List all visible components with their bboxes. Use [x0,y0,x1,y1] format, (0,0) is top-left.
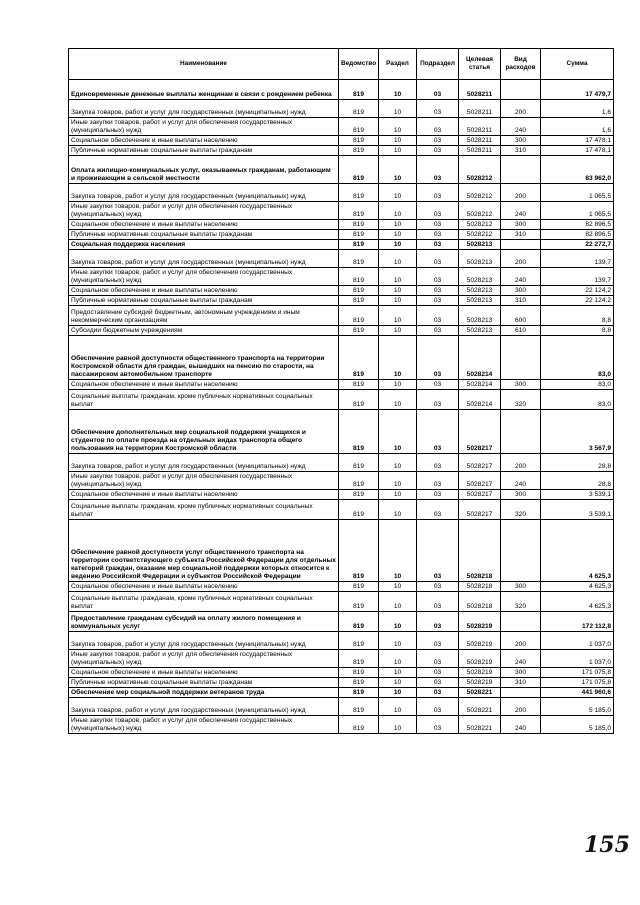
row-amount: 1,6 [541,100,614,118]
row-target-item: 5028213 [459,296,501,306]
row-section: 10 [379,520,417,582]
table-body [69,80,614,734]
row-name: Социальная поддержка населения [69,240,339,250]
row-expense-type [501,612,541,632]
row-expense-type: 240 [501,716,541,734]
row-amount: 8,8 [541,306,614,326]
row-department: 819 [339,472,379,490]
row-subsection: 03 [417,156,459,184]
row-subsection: 03 [417,268,459,286]
row-expense-type: 300 [501,490,541,500]
row-section: 10 [379,118,417,136]
row-name: Публичные нормативные социальные выплаты гражданам [69,230,339,240]
row-section: 10 [379,632,417,650]
row-department: 819 [339,306,379,326]
row-amount: 1 037,0 [541,632,614,650]
row-section: 10 [379,202,417,220]
row-target-item: 5028211 [459,136,501,146]
row-expense-type: 300 [501,668,541,678]
row-department: 819 [339,390,379,410]
row-amount: 8,8 [541,326,614,336]
table-row [69,592,614,612]
row-target-item: 5028221 [459,716,501,734]
row-department: 819 [339,500,379,520]
row-target-item: 5028217 [459,500,501,520]
row-section: 10 [379,390,417,410]
page-number: 155 [584,832,630,858]
row-subsection: 03 [417,184,459,202]
row-subsection: 03 [417,716,459,734]
row-section: 10 [379,678,417,688]
row-section: 10 [379,454,417,472]
row-name: Закупка товаров, работ и услуг для государственных (муниципальных) нужд [69,632,339,650]
row-name: Закупка товаров, работ и услуг для государственных (муниципальных) нужд [69,100,339,118]
row-expense-type [501,336,541,380]
row-subsection: 03 [417,80,459,100]
row-amount: 22 124,2 [541,296,614,306]
row-subsection: 03 [417,698,459,716]
row-target-item: 5028217 [459,472,501,490]
table-row [69,380,614,390]
row-section: 10 [379,688,417,698]
row-target-item: 5028213 [459,286,501,296]
row-name: Закупка товаров, работ и услуг для государственных (муниципальных) нужд [69,454,339,472]
row-amount: 83 962,0 [541,156,614,184]
row-name: Социальное обеспечение и иные выплаты населению [69,136,339,146]
row-amount: 83,0 [541,380,614,390]
row-amount: 1 065,5 [541,184,614,202]
table-row [69,632,614,650]
table-row [69,520,614,582]
row-target-item: 5028212 [459,202,501,220]
row-expense-type: 240 [501,118,541,136]
row-subsection: 03 [417,306,459,326]
header-subsection: Подраздел [417,49,459,80]
row-expense-type: 600 [501,306,541,326]
row-amount: 83,0 [541,390,614,410]
row-target-item: 5028213 [459,326,501,336]
row-name: Публичные нормативные социальные выплаты гражданам [69,678,339,688]
table-row [69,136,614,146]
row-expense-type: 200 [501,698,541,716]
row-section: 10 [379,410,417,454]
row-target-item: 5028214 [459,336,501,380]
row-target-item: 5028212 [459,230,501,240]
row-expense-type: 200 [501,184,541,202]
row-amount: 17 478,1 [541,136,614,146]
row-name: Иные закупки товаров, работ и услуг для обеспечения государственных (муниципальных) нужд [69,716,339,734]
header-target-item: Целевая статья [459,49,501,80]
table-row [69,668,614,678]
row-department: 819 [339,678,379,688]
row-subsection: 03 [417,592,459,612]
table-row [69,156,614,184]
row-target-item: 5028213 [459,306,501,326]
row-department: 819 [339,688,379,698]
row-name: Социальное обеспечение и иные выплаты населению [69,286,339,296]
table-row [69,678,614,688]
row-section: 10 [379,336,417,380]
row-target-item: 5028213 [459,240,501,250]
table-row [69,230,614,240]
row-amount: 4 625,3 [541,520,614,582]
table-row [69,220,614,230]
row-section: 10 [379,716,417,734]
table-row [69,472,614,490]
header-expense-type: Вид расходов [501,49,541,80]
row-expense-type: 610 [501,326,541,336]
table-row [69,490,614,500]
row-subsection: 03 [417,326,459,336]
row-section: 10 [379,136,417,146]
row-expense-type: 200 [501,632,541,650]
row-target-item: 5028211 [459,80,501,100]
row-amount: 22 272,7 [541,240,614,250]
row-name: Иные закупки товаров, работ и услуг для обеспечения государственных (муниципальных) нужд [69,202,339,220]
header-section: Раздел [379,49,417,80]
row-subsection: 03 [417,146,459,156]
row-department: 819 [339,240,379,250]
row-name: Социальное обеспечение и иные выплаты населению [69,220,339,230]
row-target-item: 5028218 [459,592,501,612]
row-name: Обеспечение дополнительных мер социальной поддержки учащихся и студентов по оплате проезда на отдельных видах транспорта общего пользования на территории Костромской области [69,410,339,454]
row-expense-type: 240 [501,650,541,668]
table-row [69,698,614,716]
budget-table [68,48,614,734]
row-target-item: 5028218 [459,520,501,582]
row-section: 10 [379,250,417,268]
row-target-item: 5028211 [459,118,501,136]
row-amount: 441 960,6 [541,688,614,698]
row-amount: 1,6 [541,118,614,136]
row-section: 10 [379,306,417,326]
row-department: 819 [339,716,379,734]
row-expense-type: 200 [501,250,541,268]
row-target-item: 5028218 [459,582,501,592]
row-section: 10 [379,650,417,668]
row-section: 10 [379,582,417,592]
row-section: 10 [379,184,417,202]
row-department: 819 [339,220,379,230]
row-expense-type: 320 [501,592,541,612]
row-subsection: 03 [417,100,459,118]
table-row [69,240,614,250]
table-row [69,250,614,268]
row-subsection: 03 [417,136,459,146]
row-target-item: 5028221 [459,698,501,716]
row-department: 819 [339,230,379,240]
row-department: 819 [339,698,379,716]
row-target-item: 5028217 [459,490,501,500]
row-amount: 82 896,5 [541,220,614,230]
row-expense-type: 310 [501,678,541,688]
table-row [69,296,614,306]
table-row [69,336,614,380]
row-section: 10 [379,296,417,306]
row-department: 819 [339,650,379,668]
row-target-item: 5028213 [459,250,501,268]
row-subsection: 03 [417,336,459,380]
row-department: 819 [339,336,379,380]
row-section: 10 [379,472,417,490]
row-expense-type: 240 [501,202,541,220]
row-section: 10 [379,592,417,612]
header-name: Наименование [69,49,339,80]
row-name: Социальное обеспечение и иные выплаты населению [69,380,339,390]
row-name: Субсидии бюджетным учреждениям [69,326,339,336]
row-subsection: 03 [417,454,459,472]
row-target-item: 5028219 [459,612,501,632]
row-target-item: 5028211 [459,146,501,156]
row-department: 819 [339,326,379,336]
row-section: 10 [379,230,417,240]
row-amount: 5 185,0 [541,698,614,716]
row-name: Социальное обеспечение и иные выплаты населению [69,668,339,678]
row-section: 10 [379,668,417,678]
row-amount: 83,0 [541,336,614,380]
table-row [69,306,614,326]
row-target-item: 5028219 [459,650,501,668]
row-section: 10 [379,268,417,286]
row-amount: 1 065,5 [541,202,614,220]
row-department: 819 [339,156,379,184]
row-amount: 139,7 [541,250,614,268]
row-department: 819 [339,268,379,286]
header-amount: Сумма [541,49,614,80]
row-name: Единовременные денежные выплаты женщинам в связи с рождением ребенка [69,80,339,100]
row-name: Обеспечение мер социальной поддержки ветеранов труда [69,688,339,698]
row-amount: 82 896,5 [541,230,614,240]
row-subsection: 03 [417,410,459,454]
row-department: 819 [339,410,379,454]
table-row [69,650,614,668]
row-name: Социальные выплаты гражданам, кроме публичных нормативных социальных выплат [69,592,339,612]
row-department: 819 [339,582,379,592]
row-expense-type: 240 [501,268,541,286]
row-subsection: 03 [417,202,459,220]
table-row [69,118,614,136]
table-row [69,286,614,296]
row-amount: 3 567,9 [541,410,614,454]
row-name: Обеспечение равной доступности услуг общественного транспорта на территории соответствующего субъекта Российской Федерации для отдельных категорий граждан, оказание мер социальной поддержки которых относится к ведению Российской Федерации и субъектов Российской Федерации [69,520,339,582]
row-amount: 3 539,1 [541,490,614,500]
row-subsection: 03 [417,490,459,500]
row-expense-type: 300 [501,380,541,390]
table-row [69,326,614,336]
row-target-item: 5028219 [459,678,501,688]
row-amount: 22 124,2 [541,286,614,296]
row-expense-type: 200 [501,454,541,472]
row-department: 819 [339,612,379,632]
row-name: Социальные выплаты гражданам, кроме публичных нормативных социальных выплат [69,500,339,520]
table-row [69,268,614,286]
row-amount: 171 075,8 [541,668,614,678]
header-department: Ведомство [339,49,379,80]
row-subsection: 03 [417,220,459,230]
row-department: 819 [339,286,379,296]
row-amount: 139,7 [541,268,614,286]
row-amount: 1 037,0 [541,650,614,668]
row-section: 10 [379,240,417,250]
row-target-item: 5028212 [459,220,501,230]
row-subsection: 03 [417,390,459,410]
row-department: 819 [339,184,379,202]
row-expense-type [501,240,541,250]
row-subsection: 03 [417,688,459,698]
row-subsection: 03 [417,118,459,136]
table-row [69,500,614,520]
row-subsection: 03 [417,632,459,650]
row-name: Социальные выплаты гражданам, кроме публичных нормативных социальных выплат [69,390,339,410]
row-section: 10 [379,490,417,500]
row-department: 819 [339,668,379,678]
row-subsection: 03 [417,296,459,306]
table-row [69,390,614,410]
row-name: Публичные нормативные социальные выплаты гражданам [69,146,339,156]
row-amount: 172 112,8 [541,612,614,632]
row-name: Иные закупки товаров, работ и услуг для обеспечения государственных (муниципальных) нужд [69,472,339,490]
row-subsection: 03 [417,286,459,296]
row-expense-type: 300 [501,220,541,230]
table-row [69,688,614,698]
table-row [69,184,614,202]
row-subsection: 03 [417,668,459,678]
table-row [69,612,614,632]
row-department: 819 [339,250,379,268]
row-target-item: 5028213 [459,268,501,286]
table-row [69,454,614,472]
row-subsection: 03 [417,472,459,490]
row-expense-type: 310 [501,230,541,240]
row-section: 10 [379,80,417,100]
row-section: 10 [379,500,417,520]
row-name: Социальное обеспечение и иные выплаты населению [69,490,339,500]
row-name: Иные закупки товаров, работ и услуг для обеспечения государственных (муниципальных) нужд [69,268,339,286]
row-name: Оплата жилищно-коммунальных услуг, оказываемых гражданам, работающим и проживающим в сельской местности [69,156,339,184]
row-amount: 28,8 [541,472,614,490]
row-target-item: 5028212 [459,156,501,184]
row-name: Публичные нормативные социальные выплаты гражданам [69,296,339,306]
row-subsection: 03 [417,582,459,592]
row-expense-type: 320 [501,500,541,520]
row-section: 10 [379,156,417,184]
row-target-item: 5028214 [459,390,501,410]
table-row [69,100,614,118]
row-department: 819 [339,80,379,100]
row-subsection: 03 [417,612,459,632]
row-target-item: 5028212 [459,184,501,202]
row-section: 10 [379,326,417,336]
row-target-item: 5028219 [459,632,501,650]
row-subsection: 03 [417,500,459,520]
row-expense-type: 320 [501,390,541,410]
row-target-item: 5028221 [459,688,501,698]
row-target-item: 5028214 [459,380,501,390]
row-expense-type: 300 [501,136,541,146]
row-department: 819 [339,146,379,156]
row-department: 819 [339,632,379,650]
row-name: Закупка товаров, работ и услуг для государственных (муниципальных) нужд [69,250,339,268]
row-expense-type: 200 [501,100,541,118]
row-expense-type [501,688,541,698]
row-expense-type [501,156,541,184]
row-expense-type: 300 [501,286,541,296]
row-name: Предоставление субсидий бюджетным, автономным учреждениям и иным некоммерческим организациям [69,306,339,326]
row-section: 10 [379,380,417,390]
row-amount: 4 625,3 [541,582,614,592]
row-expense-type: 300 [501,582,541,592]
row-amount: 17 478,1 [541,146,614,156]
row-expense-type: 310 [501,296,541,306]
table-header-row [69,49,614,80]
row-subsection: 03 [417,380,459,390]
row-department: 819 [339,202,379,220]
row-name: Социальное обеспечение и иные выплаты населению [69,582,339,592]
row-amount: 3 539,1 [541,500,614,520]
row-name: Иные закупки товаров, работ и услуг для обеспечения государственных (муниципальных) нужд [69,118,339,136]
row-target-item: 5028211 [459,100,501,118]
row-name: Предоставление гражданам субсидий на оплату жилого помещения и коммунальных услуг [69,612,339,632]
row-target-item: 5028217 [459,454,501,472]
row-amount: 5 185,0 [541,716,614,734]
row-section: 10 [379,146,417,156]
table-row [69,716,614,734]
row-amount: 4 625,3 [541,592,614,612]
row-name: Иные закупки товаров, работ и услуг для обеспечения государственных (муниципальных) нужд [69,650,339,668]
row-section: 10 [379,286,417,296]
row-name: Закупка товаров, работ и услуг для государственных (муниципальных) нужд [69,184,339,202]
row-target-item: 5028219 [459,668,501,678]
row-expense-type: 310 [501,146,541,156]
table-row [69,582,614,592]
row-department: 819 [339,100,379,118]
row-expense-type: 240 [501,472,541,490]
row-department: 819 [339,380,379,390]
row-target-item: 5028217 [459,410,501,454]
row-name: Закупка товаров, работ и услуг для государственных (муниципальных) нужд [69,698,339,716]
row-subsection: 03 [417,240,459,250]
row-department: 819 [339,136,379,146]
row-section: 10 [379,698,417,716]
table-row [69,202,614,220]
row-amount: 28,8 [541,454,614,472]
row-subsection: 03 [417,650,459,668]
row-department: 819 [339,592,379,612]
row-subsection: 03 [417,230,459,240]
row-expense-type [501,80,541,100]
row-section: 10 [379,100,417,118]
row-section: 10 [379,612,417,632]
row-name: Обеспечение равной доступности общественного транспорта на территории Костромской области для граждан, вышедших на пенсию по старости, на пассажирском автомобильном транспорте [69,336,339,380]
row-department: 819 [339,520,379,582]
table-row [69,80,614,100]
row-amount: 17 479,7 [541,80,614,100]
row-subsection: 03 [417,520,459,582]
row-department: 819 [339,118,379,136]
row-amount: 171 075,8 [541,678,614,688]
row-subsection: 03 [417,678,459,688]
row-expense-type [501,410,541,454]
row-expense-type [501,520,541,582]
table-row [69,410,614,454]
row-department: 819 [339,296,379,306]
row-subsection: 03 [417,250,459,268]
row-department: 819 [339,490,379,500]
row-department: 819 [339,454,379,472]
table-row [69,146,614,156]
row-section: 10 [379,220,417,230]
